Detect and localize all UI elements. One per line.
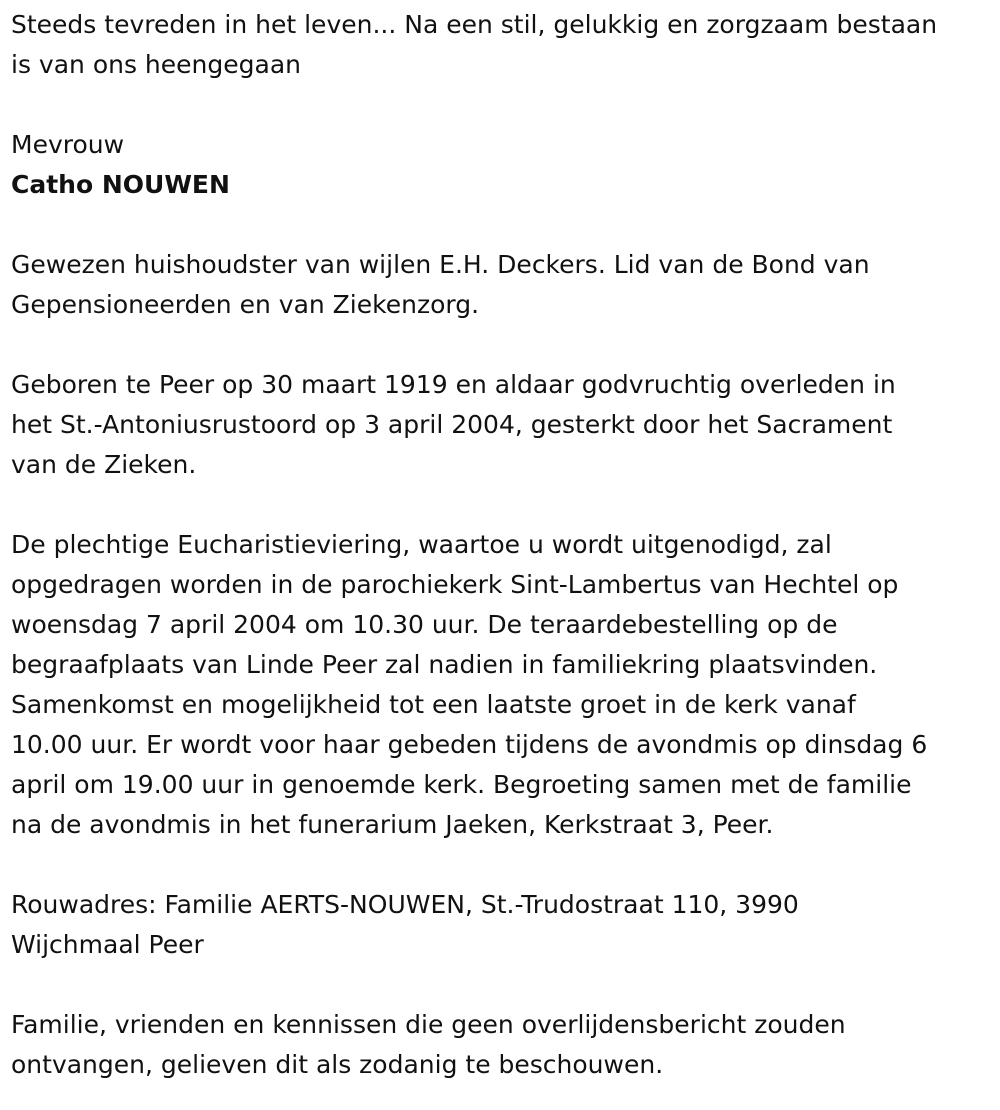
birth-death-text: Geboren te Peer op 30 maart 1919 en aldaar godvruchtig overleden in het St.-Antoniusrustoord op 3 april 2004, gesterkt door het Sacrament van de Zieken. xyxy=(11,370,896,479)
salutation: Mevrouw xyxy=(11,130,125,159)
mourning-address: Rouwadres: Familie AERTS-NOUWEN, St.-Trudostraat 110, 3990 Wijchmaal Peer xyxy=(11,890,799,959)
intro-text: Steeds tevreden in het leven... Na een stil, gelukkig en zorgzaam bestaan is van ons heengegaan xyxy=(11,10,938,79)
deceased-name: Catho NOUWEN xyxy=(11,170,230,199)
ceremony-text: De plechtige Eucharistieviering, waartoe u wordt uitgenodigd, zal opgedragen worden in de parochiekerk Sint-Lambertus van Hechtel op woensdag 7 april 2004 om 10.30 uur. De teraardebestelling op de begraafplaats van Linde Peer zal nadien in familiekring plaatsvinden. Samenkomst en mogelijkheid tot een laatste groet in de kerk vanaf 10.00 uur. Er wordt voor haar gebeden tijdens de avondmis op dinsdag 6 april om 19.00 uur in genoemde kerk. Begroeting samen met de familie na de avondmis in het funerarium Jaeken, Kerkstraat 3, Peer. xyxy=(11,530,928,839)
closing-text: Familie, vrienden en kennissen die geen overlijdensbericht zouden ontvangen, gelieven dit als zodanig te beschouwen. xyxy=(11,1010,846,1079)
occupation-text: Gewezen huishoudster van wijlen E.H. Deckers. Lid van de Bond van Gepensioneerden en van Ziekenzorg. xyxy=(11,250,870,319)
